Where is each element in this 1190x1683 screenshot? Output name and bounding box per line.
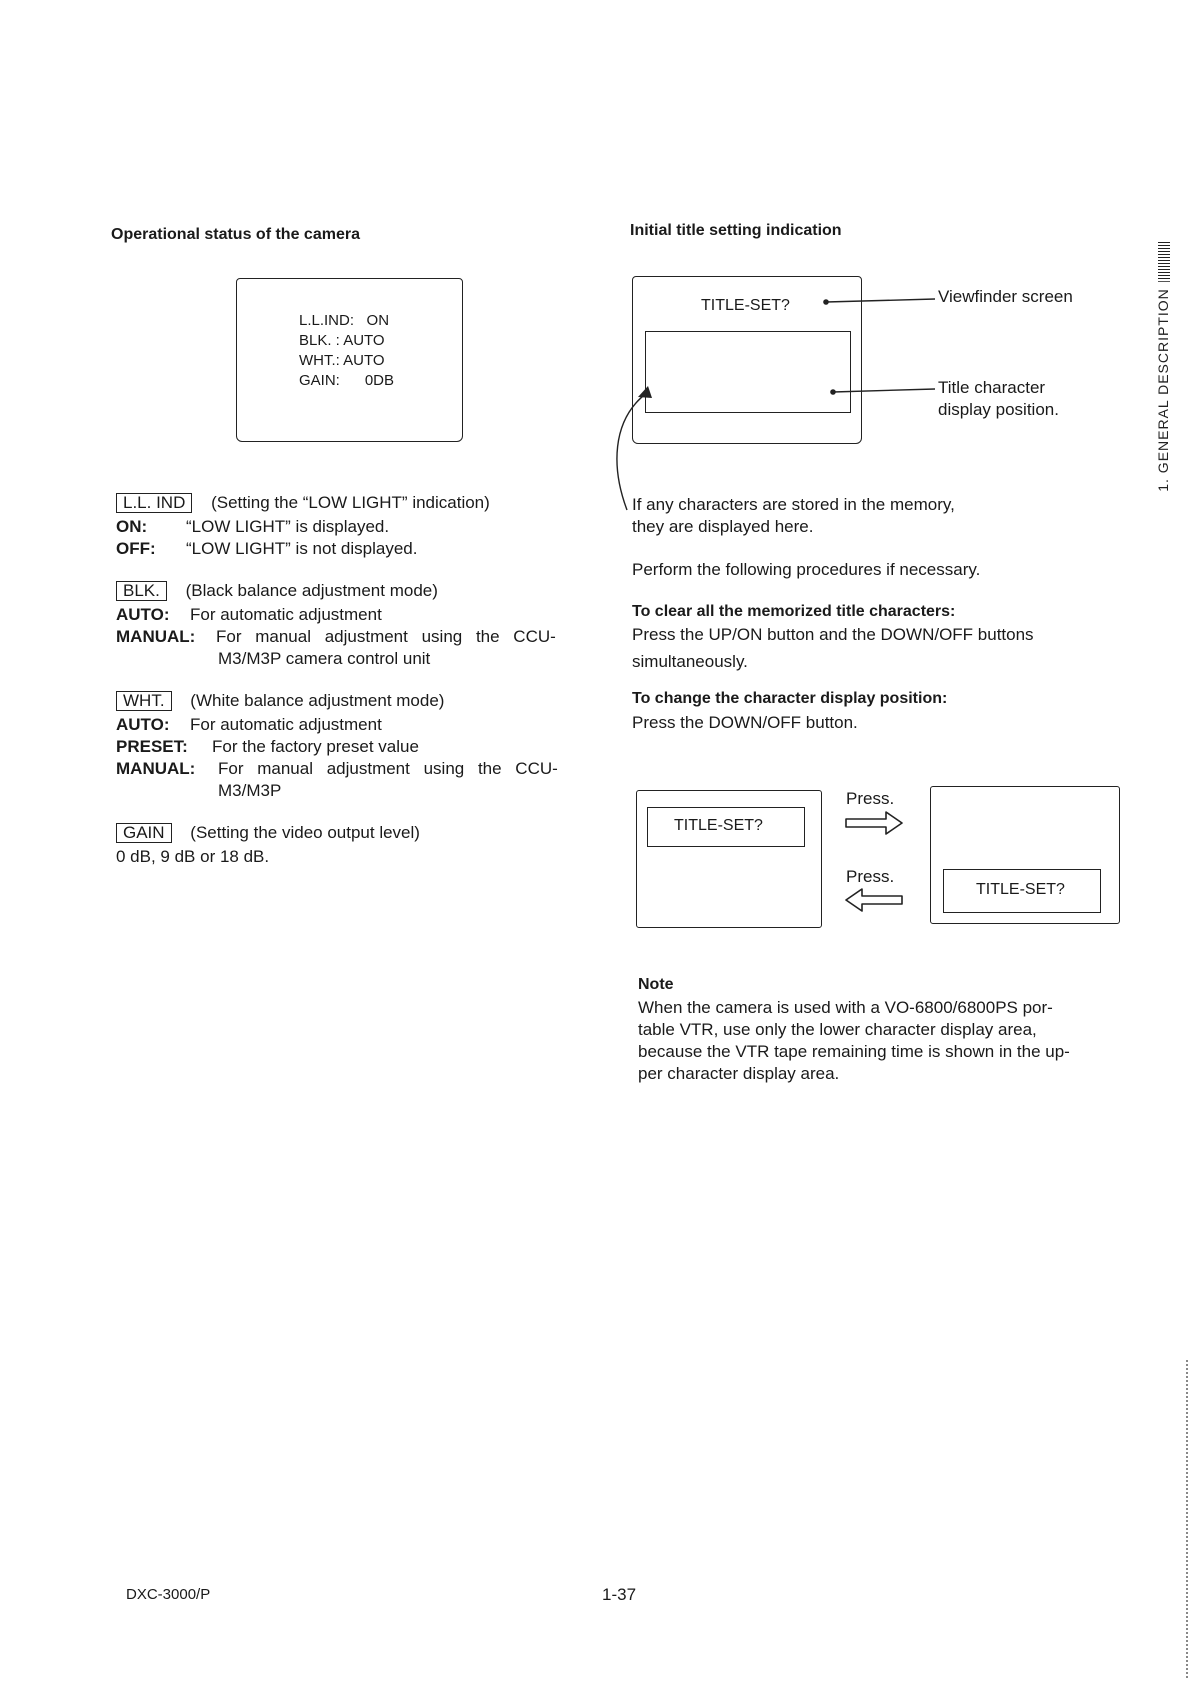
ll-ind-off-term: OFF:	[116, 539, 156, 558]
wht-manual-term: MANUAL:	[116, 759, 196, 778]
lower-title-set: TITLE-SET?	[976, 881, 1065, 898]
blk-auto-term: AUTO:	[116, 605, 170, 624]
wht-preset-text: For the factory preset value	[212, 737, 419, 756]
callout-title-line2: display position.	[938, 400, 1059, 419]
screen-line-blk: BLK. : AUTO	[299, 332, 385, 349]
upper-title-set: TITLE-SET?	[674, 817, 763, 834]
gain-desc: (Setting the video output level)	[190, 823, 420, 842]
clear-line2: simultaneously.	[632, 652, 748, 671]
right-heading: Initial title setting indication	[630, 222, 842, 239]
gain-values: 0 dB, 9 dB or 18 dB.	[116, 847, 270, 866]
note-line2: table VTR, use only the lower character display area,	[638, 1020, 1037, 1039]
arrow-right-icon	[846, 812, 902, 834]
callout-title-line1: Title character	[938, 378, 1046, 397]
blk-manual-text: For manual adjustment using the CCU-	[216, 627, 556, 646]
gain-label: GAIN	[116, 823, 172, 843]
ll-ind-label: L.L. IND	[116, 493, 192, 513]
note-heading: Note	[638, 976, 674, 993]
wht-label: WHT.	[116, 691, 172, 711]
memory-line2: they are displayed here.	[632, 517, 814, 536]
blk-auto-text: For automatic adjustment	[190, 605, 382, 624]
viewfinder-title-set: TITLE-SET?	[701, 297, 790, 314]
ll-ind-off-text: “LOW LIGHT” is not displayed.	[186, 539, 418, 558]
ll-ind-on-text: “LOW LIGHT” is displayed.	[186, 517, 390, 536]
wht-manual-cont: M3/M3P	[218, 781, 282, 800]
note-line1: When the camera is used with a VO-6800/6800PS por-	[638, 998, 1053, 1017]
press-bottom-label: Press.	[846, 867, 895, 886]
note-line3: because the VTR tape remaining time is shown in the up-	[638, 1042, 1070, 1061]
screen-line-gain: GAIN: 0DB	[299, 372, 395, 389]
wht-preset-term: PRESET:	[116, 737, 188, 756]
clear-line1: Press the UP/ON button and the DOWN/OFF buttons	[632, 625, 1034, 644]
press-top-label: Press.	[846, 789, 895, 808]
callout-viewfinder: Viewfinder screen	[938, 287, 1073, 306]
screen-line-wht: WHT.: AUTO	[299, 352, 385, 369]
memory-line1: If any characters are stored in the memory,	[632, 495, 955, 514]
ll-ind-on-term: ON:	[116, 517, 148, 536]
wht-manual-text: For manual adjustment using the CCU-	[218, 759, 558, 778]
screen-line-ll-ind: L.L.IND: ON	[299, 312, 390, 329]
blk-manual-term: MANUAL:	[116, 627, 196, 646]
footer-model: DXC-3000/P	[126, 1586, 211, 1603]
blk-manual-cont: M3/M3P camera control unit	[218, 649, 431, 668]
footer-page-number: 1-37	[602, 1585, 637, 1604]
arrow-left-icon	[846, 889, 902, 911]
change-heading: To change the character display position:	[632, 690, 948, 707]
wht-auto-text: For automatic adjustment	[190, 715, 382, 734]
perform-text: Perform the following procedures if necessary.	[632, 560, 981, 579]
left-heading: Operational status of the camera	[111, 226, 360, 243]
note-line4: per character display area.	[638, 1064, 840, 1083]
clear-heading: To clear all the memorized title characters:	[632, 603, 956, 620]
blk-label: BLK.	[116, 581, 167, 601]
wht-auto-term: AUTO:	[116, 715, 170, 734]
ll-ind-desc: (Setting the “LOW LIGHT” indication)	[211, 493, 490, 512]
wht-desc: (White balance adjustment mode)	[190, 691, 445, 710]
change-line: Press the DOWN/OFF button.	[632, 713, 858, 732]
blk-desc: (Black balance adjustment mode)	[185, 581, 438, 600]
section-label: 1. GENERAL DESCRIPTION	[1155, 288, 1171, 492]
